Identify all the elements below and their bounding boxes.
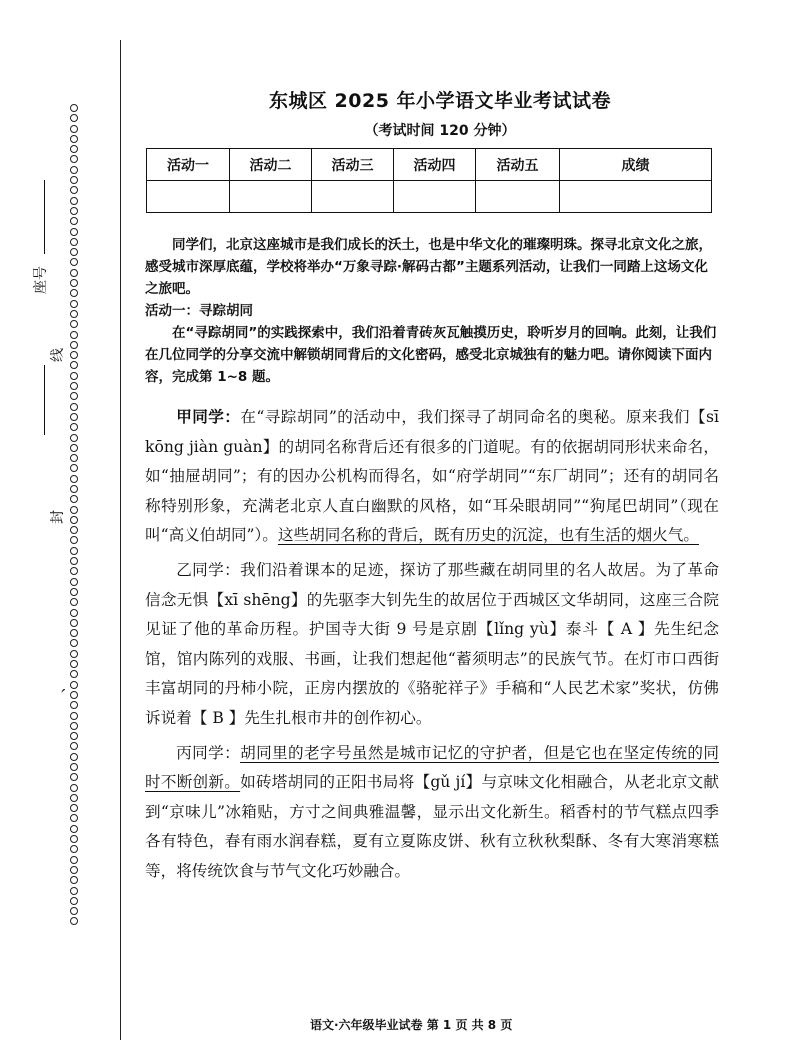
col-activity-4: 活动四 bbox=[394, 149, 476, 181]
activity-text: 在“寻踪胡同”的实践探索中，我们沿着青砖灰瓦触摸历史，聆听岁月的回响。此刻，让我们在几位同学的分享交流中解锁胡同背后的文化密码，感受北京城独有的魅力吧。请你阅读下面内容，完成第 1~8 题。 bbox=[145, 325, 717, 385]
score-cell[interactable] bbox=[560, 181, 712, 213]
binding-dot bbox=[70, 742, 78, 750]
binding-dot bbox=[70, 166, 78, 174]
binding-dot bbox=[70, 506, 78, 514]
binding-dot bbox=[70, 639, 78, 647]
binding-dot bbox=[70, 722, 78, 730]
binding-dot bbox=[70, 712, 78, 720]
binding-dot bbox=[70, 681, 78, 689]
binding-dot bbox=[70, 269, 78, 277]
binding-margin bbox=[0, 0, 130, 1056]
binding-dot bbox=[70, 670, 78, 678]
exam-subtitle: （考试时间 120 分钟） bbox=[364, 123, 516, 139]
binding-dot bbox=[70, 320, 78, 328]
score-entry-row bbox=[147, 181, 712, 213]
binding-dot bbox=[70, 207, 78, 215]
seal-label: 封 bbox=[50, 510, 66, 524]
binding-dot bbox=[70, 114, 78, 122]
binding-dot bbox=[70, 825, 78, 833]
binding-dot bbox=[70, 516, 78, 524]
binding-dot bbox=[70, 567, 78, 575]
student-a-paragraph bbox=[145, 402, 719, 551]
student-c-speaker: 丙同学： bbox=[176, 743, 241, 762]
binding-dot bbox=[70, 485, 78, 493]
score-cell[interactable] bbox=[312, 181, 394, 213]
student-a-text: 在“寻踪胡同”的活动中，我们探寻了胡同命名的奥秘。原来我们【sī kōng jiàn guàn】的胡同名称背后还有很多的门道呢。有的依据胡同形状来命名，如“抽屉胡同”；有的因办公机构而得名，如“府学胡同”“东厂胡同”；还有的胡同名称特别形象，充满老北京人直白幽默的风格，如“耳朵眼胡同”“狗尾巴胡同”（现在叫“高义伯胡同”）。 bbox=[145, 408, 719, 545]
col-activity-2: 活动二 bbox=[230, 149, 312, 181]
binding-dot bbox=[70, 228, 78, 236]
binding-dot bbox=[70, 691, 78, 699]
binding-dot bbox=[70, 701, 78, 709]
binding-dot bbox=[70, 382, 78, 390]
binding-dot bbox=[70, 248, 78, 256]
student-c-paragraph bbox=[145, 739, 719, 887]
binding-dot bbox=[70, 557, 78, 565]
binding-dot bbox=[70, 773, 78, 781]
binding-dot bbox=[70, 444, 78, 452]
name-blank bbox=[44, 365, 45, 435]
binding-dot bbox=[70, 897, 78, 905]
binding-dot bbox=[70, 217, 78, 225]
binding-dot bbox=[70, 434, 78, 442]
binding-dot bbox=[70, 145, 78, 153]
binding-dot bbox=[70, 598, 78, 606]
binding-dot bbox=[70, 588, 78, 596]
binding-dot bbox=[70, 361, 78, 369]
binding-dot bbox=[70, 835, 78, 843]
binding-dot bbox=[70, 341, 78, 349]
binding-dot bbox=[70, 331, 78, 339]
student-a-underlined: 这些胡同名称的背后，既有历史的沉淀，也有生活的烟火气。 bbox=[277, 526, 699, 545]
binding-dot bbox=[70, 454, 78, 462]
seat-label: 座号 bbox=[33, 266, 49, 294]
exam-title: 东城区 2025 年小学语文毕业考试试卷 bbox=[268, 90, 612, 112]
score-cell[interactable] bbox=[476, 181, 560, 213]
binding-dot bbox=[70, 917, 78, 925]
score-cell[interactable] bbox=[230, 181, 312, 213]
binding-dot bbox=[70, 155, 78, 163]
binding-dot bbox=[70, 289, 78, 297]
binding-dot bbox=[70, 372, 78, 380]
binding-dot bbox=[70, 464, 78, 472]
binding-dot bbox=[70, 609, 78, 617]
binding-dot bbox=[70, 578, 78, 586]
col-activity-1: 活动一 bbox=[147, 149, 230, 181]
col-activity-3: 活动三 bbox=[312, 149, 394, 181]
binding-dot bbox=[70, 887, 78, 895]
student-b-paragraph bbox=[145, 556, 719, 734]
binding-dot bbox=[70, 176, 78, 184]
score-cell[interactable] bbox=[147, 181, 230, 213]
score-header-row bbox=[147, 149, 712, 181]
binding-dot bbox=[70, 547, 78, 555]
binding-dot bbox=[70, 351, 78, 359]
seat-blank bbox=[44, 180, 45, 254]
binding-line bbox=[120, 40, 121, 1040]
student-c-text: 如砖塔胡同的正阳书局将【gǔ jí】与京味文化相融合，从老北京文献到“京味儿”冰箱贴，方寸之间典雅温馨，显示出文化新生。稻香村的节气糕点四季各有特色，春有雨水润春糕，夏有立夏陈皮饼、秋有立秋秋梨酥、冬有大寒消寒糕等，将传统饮食与节气文化巧妙融合。 bbox=[145, 773, 719, 880]
binding-dot bbox=[70, 876, 78, 884]
binding-dot bbox=[70, 423, 78, 431]
score-cell[interactable] bbox=[394, 181, 476, 213]
binding-dot bbox=[70, 763, 78, 771]
binding-dot bbox=[70, 495, 78, 503]
binding-dot bbox=[70, 125, 78, 133]
binding-dot bbox=[70, 536, 78, 544]
student-b-text: 我们沿着课本的足迹，探访了那些藏在胡同里的名人故居。为了革命信念无惧【xī shēng】的先驱李大钊先生的故居位于西城区文华胡同，这座三合院见证了他的革命历程。护国寺大街 9 号是京剧【lǐng yù】泰斗【 A 】先生纪念馆，馆内陈列的戏服、书画，让我们想起他“蓄须明志”的民族气节。在灯市口西街丰富胡同的丹柿小院，正房内摆放的《骆驼祥子》手稿和“人民艺术家”奖状，仿佛诉说着【 B 】先生扎根市井的创作初心。 bbox=[145, 560, 719, 727]
passage-body bbox=[145, 402, 719, 887]
binding-dot bbox=[70, 279, 78, 287]
binding-dot bbox=[70, 238, 78, 246]
binding-dot bbox=[70, 475, 78, 483]
binding-dot bbox=[70, 310, 78, 318]
binding-dot bbox=[70, 629, 78, 637]
binding-dot bbox=[70, 804, 78, 812]
col-activity-5: 活动五 bbox=[476, 149, 560, 181]
binding-dot bbox=[70, 619, 78, 627]
binding-dot bbox=[70, 660, 78, 668]
binding-dot bbox=[70, 258, 78, 266]
binding-dot bbox=[70, 866, 78, 874]
binding-dot bbox=[70, 403, 78, 411]
binding-dot bbox=[70, 186, 78, 194]
binding-dot bbox=[70, 135, 78, 143]
student-b-speaker: 乙同学： bbox=[176, 560, 241, 579]
binding-dot bbox=[70, 784, 78, 792]
line-label: 线 bbox=[50, 348, 66, 362]
student-a-speaker: 甲同学： bbox=[176, 407, 241, 426]
student-c-underlined: 胡同里的老字号虽然是城市记忆的守护者，但是它也在坚定传统的同时不断创新。 bbox=[145, 743, 719, 792]
binding-dots bbox=[70, 104, 84, 925]
binding-dot bbox=[70, 814, 78, 822]
binding-dot bbox=[70, 845, 78, 853]
binding-dot bbox=[70, 650, 78, 658]
binding-dot bbox=[70, 300, 78, 308]
score-table bbox=[146, 148, 712, 213]
binding-dot bbox=[70, 856, 78, 864]
binding-dot bbox=[70, 197, 78, 205]
binding-dot bbox=[70, 753, 78, 761]
intro-paragraph: 同学们，北京这座城市是我们成长的沃土，也是中华文化的璀璨明珠。探寻北京文化之旅，感受城市深厚底蕴，学校将举办“万象寻踪·解码古都”主题系列活动，让我们一同踏上这场文化之旅吧。 bbox=[145, 237, 712, 297]
col-score: 成绩 bbox=[560, 149, 712, 181]
binding-dot bbox=[70, 526, 78, 534]
binding-dot bbox=[70, 732, 78, 740]
activity-heading: 活动一：寻踪胡同 bbox=[145, 303, 253, 319]
binding-dot bbox=[70, 104, 78, 112]
binding-dot bbox=[70, 794, 78, 802]
intro-section bbox=[145, 234, 717, 388]
binding-dot bbox=[70, 392, 78, 400]
page-footer: 语文·六年级毕业试卷 第 1 页 共 8 页 bbox=[310, 1018, 513, 1032]
mark-label: 、 bbox=[52, 679, 68, 693]
binding-dot bbox=[70, 413, 78, 421]
binding-dot bbox=[70, 907, 78, 915]
